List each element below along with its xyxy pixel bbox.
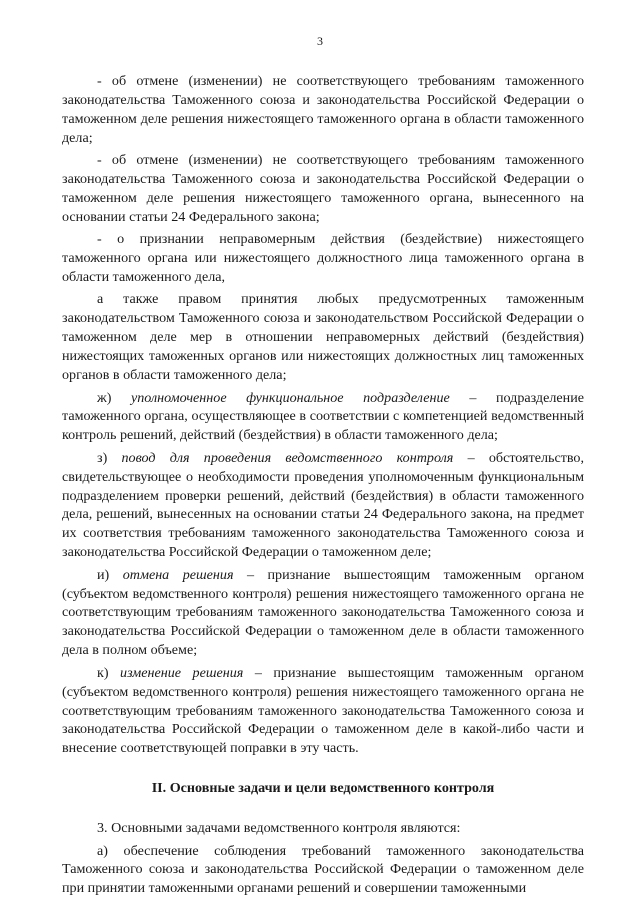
definition-text: – признание вышестоящим таможенным органом (субъектом ведомственного контроля) решения нижестоящего таможенного органа не соответствующим требованиям таможенного законодательства Таможенного союза и законодательства Российской Федерации о таможенном деле в какой-либо части и внесение соответствующей поправки в эту часть. [62,664,584,757]
definition-text: – обстоятельство, свидетельствующее о необходимости проведения уполномоченным функциональным подразделением проверки решений, действий (бездействия) в области таможенного дела, решений, вынесенных на основании статьи 24 Федерального закона, на предмет их соответствия требованиям таможенного законодательства Таможенного союза и законодательства Российской Федерации о таможенном деле; [62,449,584,561]
item-letter: з) [97,449,122,466]
paragraph: - об отмене (изменении) не соответствующего требованиям таможенного законодательства Таможенного союза и законодательства Российской Федерации о таможенном деле решения нижестоящего таможенного органа, вынесенного на основании статьи 24 Федерального закона; [62,152,584,225]
definition-paragraph [62,566,584,661]
page-number: 3 [317,34,323,48]
definition-text: – подразделение таможенного органа, осуществляющее в соответствии с компетенцией ведомственный контроль решений, действий (бездействия) в области таможенного дела; [62,389,584,444]
definition-text: – признание вышестоящим таможенным органом (субъектом ведомственного контроля) решения нижестоящего таможенного органа не соответствующим требованиям таможенного законодательства Таможенного союза и законодательства Российской Федерации о таможенном деле в области таможенного дела в полном объеме; [62,566,584,659]
definition-paragraph [62,389,584,446]
document-body [62,72,584,902]
section-heading: II. Основные задачи и цели ведомственного контроля [151,780,495,797]
paragraph: - об отмене (изменении) не соответствующего требованиям таможенного законодательства Таможенного союза и законодательства Российской Федерации о таможенном деле решения нижестоящего таможенного органа в области таможенного дела; [62,73,584,146]
paragraph: 3. Основными задачами ведомственного контроля являются: [97,820,461,837]
item-letter: к) [97,664,121,681]
paragraph: а также правом принятия любых предусмотренных таможенным законодательством Таможенного союза и законодательством Российской Федерации о таможенном деле мер в отношении неправомерных действий (бездействия) нижестоящих таможенных органов или нижестоящих должностных лиц таможенных органов в области таможенного дела; [62,291,584,384]
paragraph: - о признании неправомерным действия (бездействие) нижестоящего таможенного органа или нижестоящего должностного лица таможенного органа в области таможенного дела, [62,231,584,286]
item-letter: и) [97,566,123,583]
paragraph: а) обеспечение соблюдения требований таможенного законодательства Таможенного союза и законодательства Российской Федерации о таможенном деле при принятии таможенными органами решений и совершении таможенными [62,842,584,897]
definition-paragraph [62,449,584,562]
defined-term: изменение решения [120,664,244,681]
definition-paragraph [62,664,584,759]
item-letter: ж) [97,389,131,406]
defined-term: повод для проведения ведомственного контроля [121,449,454,466]
defined-term: отмена решения [122,566,234,583]
defined-term: уполномоченное функциональное подразделение [131,389,450,406]
